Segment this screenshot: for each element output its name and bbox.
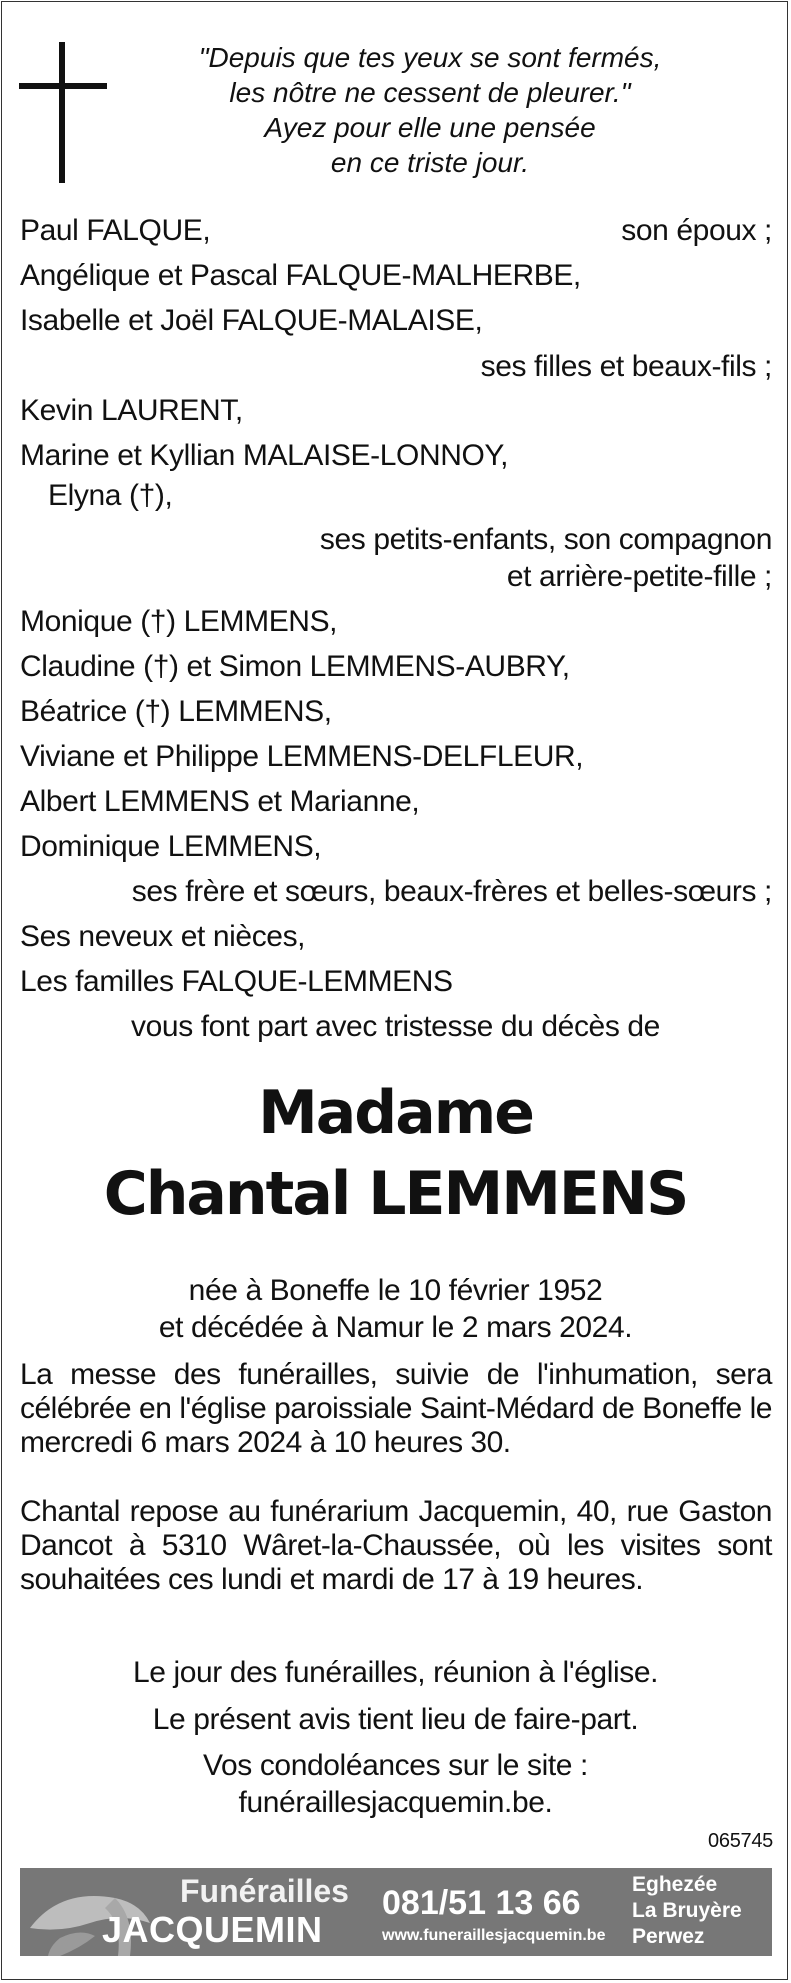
daughter-line: Isabelle et Joël FALQUE-MALAISE,: [20, 304, 483, 337]
location-item: Eghezée: [632, 1873, 718, 1896]
grandchildren-relation: ses petits-enfants, son compagnon: [319, 523, 772, 556]
locations: [632, 1872, 742, 1950]
reference-number: 065745: [708, 1830, 773, 1852]
birth-info: née à Boneffe le 10 février 1952: [188, 1274, 603, 1307]
brand-top: Funérailles: [180, 1873, 349, 1909]
daughters-relation: ses filles et beaux-fils ;: [480, 350, 772, 383]
brand-bottom: JACQUEMIN: [102, 1909, 323, 1950]
notice-info: Le présent avis tient lieu de faire-part.: [152, 1703, 639, 1736]
condolences-site: funéraillesjacquemin.be.: [238, 1786, 553, 1819]
grandchild-line: Marine et Kyllian MALAISE-LONNOY,: [20, 439, 509, 472]
relatives-line: Les familles FALQUE-LEMMENS: [20, 965, 453, 998]
sibling-line: Dominique LEMMENS,: [20, 830, 322, 863]
sibling-line: Monique (†) LEMMENS,: [20, 605, 338, 638]
website: www.funeraillesjacquemin.be: [382, 1927, 606, 1944]
epitaph-quote: [140, 40, 720, 180]
deceased-title: Madame: [258, 1078, 533, 1148]
deceased-name: Chantal LEMMENS: [103, 1159, 688, 1229]
grandchild-line: Kevin LAURENT,: [20, 394, 243, 427]
mass-paragraph: La messe des funérailles, suivie de l'inhumation, sera célébrée en l'église paroissiale Saint-Médard de Boneffe le mercredi 6 mars 2024 à 10 heures 30.: [20, 1358, 772, 1459]
sibling-line: Albert LEMMENS et Marianne,: [20, 785, 420, 818]
great-grandchild-line: Elyna (†),: [48, 479, 173, 512]
siblings-relation: ses frère et sœurs, beaux-frères et belles-sœurs ;: [131, 875, 772, 908]
quote-line: les nôtre ne cessent de pleurer.": [229, 77, 631, 108]
daughter-line: Angélique et Pascal FALQUE-MALHERBE,: [20, 259, 581, 292]
meeting-info: Le jour des funérailles, réunion à l'église.: [132, 1656, 659, 1689]
quote-line: Ayez pour elle une pensée: [264, 112, 596, 143]
location-item: Perwez: [632, 1925, 705, 1948]
announcement-intro: vous font part avec tristesse du décès de: [131, 1010, 660, 1043]
condolences-label: Vos condoléances sur le site :: [203, 1749, 588, 1782]
spouse-relation: son époux ;: [621, 214, 772, 247]
visitation-paragraph: Chantal repose au funérarium Jacquemin, 40, rue Gaston Dancot à 5310 Wâret-la-Chaussée, où les visites sont souhaitées ces lundi et mardi de 17 à 19 heures.: [20, 1495, 772, 1596]
grandchildren-relation: et arrière-petite-fille ;: [506, 560, 772, 593]
sibling-line: Viviane et Philippe LEMMENS-DELFLEUR,: [20, 740, 584, 773]
relatives-line: Ses neveux et nièces,: [20, 920, 306, 953]
funeral-home-banner: [20, 1868, 772, 1956]
sibling-line: Béatrice (†) LEMMENS,: [20, 695, 332, 728]
death-info: et décédée à Namur le 2 mars 2024.: [158, 1311, 633, 1344]
quote-line: en ce triste jour.: [330, 147, 530, 178]
quote-line: "Depuis que tes yeux se sont fermés,: [198, 42, 662, 73]
phone-number: 081/51 13 66: [382, 1884, 581, 1922]
sibling-line: Claudine (†) et Simon LEMMENS-AUBRY,: [20, 650, 570, 683]
spouse-name: Paul FALQUE,: [20, 214, 211, 247]
location-item: La Bruyère: [632, 1899, 742, 1922]
